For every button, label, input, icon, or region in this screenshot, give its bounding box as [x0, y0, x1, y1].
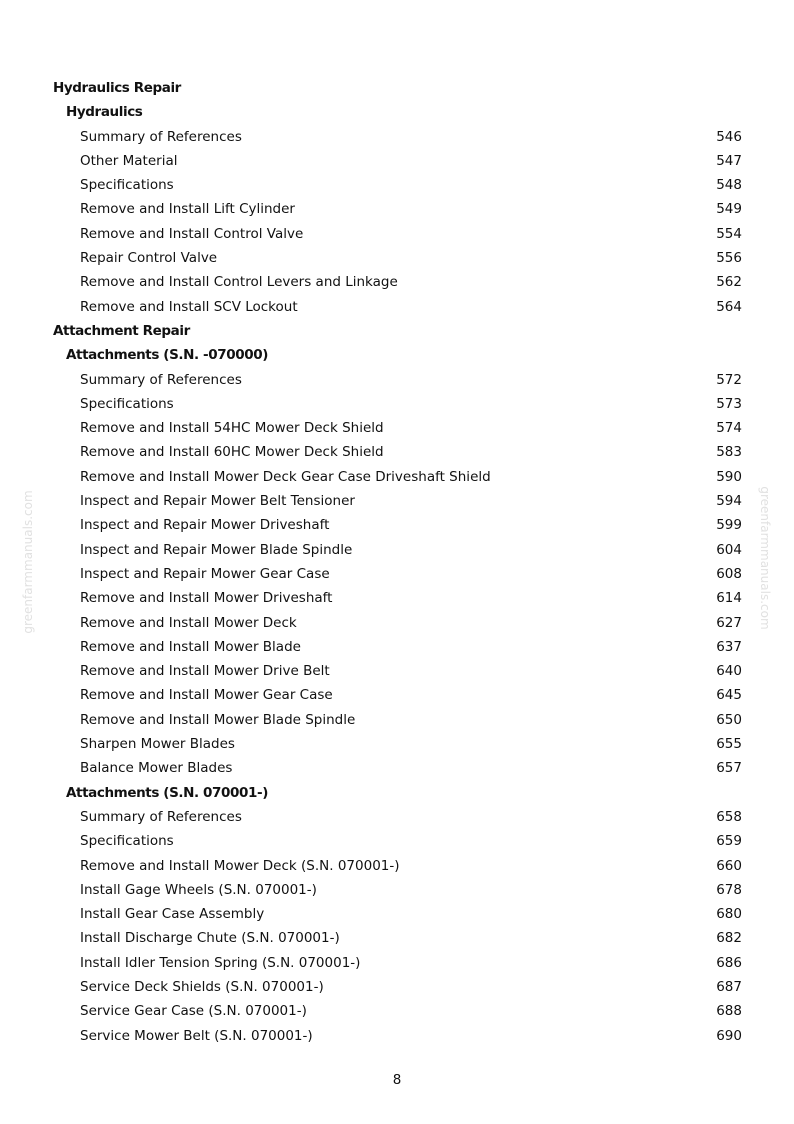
toc-entry-page-number: 562: [716, 274, 742, 291]
toc-entry[interactable]: [0, 999, 794, 1023]
toc-entry-title: Summary of References: [80, 371, 242, 388]
toc-entry-title: Balance Mower Blades: [80, 760, 233, 777]
toc-subsection-heading: [0, 100, 794, 124]
toc-entry-page-number: 599: [716, 517, 742, 534]
toc-entry[interactable]: [0, 246, 794, 270]
toc-entry-title: Remove and Install Mower Deck Gear Case Driveshaft Shield: [80, 468, 491, 485]
toc-entry-title: Remove and Install Mower Gear Case: [80, 687, 333, 704]
toc-entry[interactable]: [0, 951, 794, 975]
watermark-left: greenfarmmanuals.com: [21, 490, 35, 634]
toc-entry-title: Hydraulics Repair: [53, 80, 181, 96]
toc-entry-title: Service Gear Case (S.N. 070001-): [80, 1003, 307, 1020]
toc-entry[interactable]: [0, 538, 794, 562]
toc-entry-title: Summary of References: [80, 808, 242, 825]
toc-entry-title: Remove and Install 54HC Mower Deck Shield: [80, 420, 384, 437]
toc-entry-page-number: 657: [716, 760, 742, 777]
toc-entry-page-number: 690: [716, 1027, 742, 1044]
toc-entry-title: Inspect and Repair Mower Driveshaft: [80, 517, 330, 534]
toc-entry-title: Install Gear Case Assembly: [80, 906, 265, 923]
toc-entry-page-number: 640: [716, 663, 742, 680]
toc-entry-title: Inspect and Repair Mower Blade Spindle: [80, 541, 353, 558]
table-of-contents: [0, 76, 794, 1048]
toc-entry-page-number: 594: [716, 493, 742, 510]
toc-entry[interactable]: [0, 683, 794, 707]
toc-entry-page-number: 645: [716, 687, 742, 704]
toc-entry[interactable]: [0, 197, 794, 221]
toc-entry-page-number: 554: [716, 225, 742, 242]
toc-entry-title: Remove and Install Mower Blade Spindle: [80, 711, 356, 728]
toc-entry-title: Attachments (S.N. -070000): [66, 347, 268, 364]
toc-section-heading: [0, 319, 794, 343]
toc-entry-title: Service Mower Belt (S.N. 070001-): [80, 1027, 313, 1044]
toc-entry[interactable]: [0, 392, 794, 416]
toc-entry-page-number: 686: [716, 954, 742, 971]
toc-entry-page-number: 608: [716, 565, 742, 582]
toc-entry[interactable]: [0, 270, 794, 294]
toc-entry[interactable]: [0, 222, 794, 246]
toc-entry-title: Remove and Install Mower Deck: [80, 614, 297, 631]
toc-entry-page-number: 660: [716, 857, 742, 874]
watermark-right: greenfarmmanuals.com: [758, 486, 772, 630]
toc-section-heading: [0, 76, 794, 100]
toc-entry-title: Other Material: [80, 152, 178, 169]
toc-entry[interactable]: [0, 708, 794, 732]
toc-entry-page-number: 564: [716, 298, 742, 315]
toc-entry[interactable]: [0, 513, 794, 537]
toc-entry-title: Remove and Install SCV Lockout: [80, 298, 298, 315]
toc-entry[interactable]: [0, 1024, 794, 1048]
toc-entry-title: Remove and Install Mower Drive Belt: [80, 663, 330, 680]
toc-entry-title: Remove and Install Control Levers and Linkage: [80, 274, 398, 291]
toc-entry[interactable]: [0, 902, 794, 926]
toc-entry[interactable]: [0, 659, 794, 683]
toc-entry[interactable]: [0, 125, 794, 149]
toc-entry[interactable]: [0, 295, 794, 319]
toc-entry[interactable]: [0, 149, 794, 173]
toc-entry[interactable]: [0, 368, 794, 392]
toc-entry-page-number: 680: [716, 906, 742, 923]
toc-entry-page-number: 678: [716, 881, 742, 898]
toc-entry-page-number: 583: [716, 444, 742, 461]
toc-entry[interactable]: [0, 756, 794, 780]
toc-entry-page-number: 573: [716, 395, 742, 412]
toc-entry-page-number: 549: [716, 201, 742, 218]
toc-entry-title: Install Gage Wheels (S.N. 070001-): [80, 881, 317, 898]
toc-entry-page-number: 655: [716, 736, 742, 753]
toc-entry-title: Inspect and Repair Mower Gear Case: [80, 565, 330, 582]
toc-entry-title: Remove and Install Mower Driveshaft: [80, 590, 333, 607]
toc-entry-title: Remove and Install 60HC Mower Deck Shield: [80, 444, 384, 461]
toc-entry-page-number: 556: [716, 250, 742, 267]
toc-entry-title: Attachment Repair: [53, 322, 190, 339]
toc-subsection-heading: [0, 781, 794, 805]
toc-entry-page-number: 687: [716, 978, 742, 995]
toc-entry[interactable]: [0, 732, 794, 756]
toc-entry-title: Specifications: [80, 395, 174, 412]
toc-entry[interactable]: [0, 829, 794, 853]
toc-entry-title: Remove and Install Lift Cylinder: [80, 201, 295, 218]
toc-entry-page-number: 548: [716, 177, 742, 194]
toc-entry-title: Specifications: [80, 833, 174, 850]
toc-entry-title: Inspect and Repair Mower Belt Tensioner: [80, 493, 355, 510]
toc-entry-title: Install Idler Tension Spring (S.N. 070001-): [80, 954, 361, 971]
toc-entry-title: Remove and Install Mower Blade: [80, 638, 301, 655]
toc-entry-page-number: 659: [716, 833, 742, 850]
toc-entry[interactable]: [0, 465, 794, 489]
toc-entry-title: Remove and Install Mower Deck (S.N. 070001-): [80, 857, 400, 874]
toc-entry[interactable]: [0, 586, 794, 610]
toc-entry[interactable]: [0, 878, 794, 902]
toc-entry-title: Remove and Install Control Valve: [80, 225, 304, 242]
toc-entry-title: Attachments (S.N. 070001-): [66, 784, 268, 801]
toc-entry[interactable]: [0, 805, 794, 829]
toc-entry[interactable]: [0, 975, 794, 999]
toc-entry[interactable]: [0, 854, 794, 878]
toc-entry-title: Specifications: [80, 177, 174, 194]
toc-entry[interactable]: [0, 635, 794, 659]
toc-entry-title: Install Discharge Chute (S.N. 070001-): [80, 930, 340, 947]
toc-entry[interactable]: [0, 562, 794, 586]
toc-entry-page-number: 590: [716, 468, 742, 485]
toc-entry-page-number: 637: [716, 638, 742, 655]
page-number: 8: [392, 1072, 402, 1088]
toc-entry-title: Hydraulics: [66, 104, 143, 121]
toc-entry-title: Sharpen Mower Blades: [80, 736, 235, 753]
toc-entry-page-number: 604: [716, 541, 742, 558]
toc-entry-page-number: 546: [716, 128, 742, 145]
toc-entry[interactable]: [0, 173, 794, 197]
toc-entry-page-number: 627: [716, 614, 742, 631]
toc-entry-page-number: 650: [716, 711, 742, 728]
toc-entry-page-number: 658: [716, 808, 742, 825]
toc-entry[interactable]: [0, 489, 794, 513]
toc-entry-page-number: 614: [716, 590, 742, 607]
toc-entry-title: Repair Control Valve: [80, 250, 218, 267]
toc-entry-page-number: 688: [716, 1003, 742, 1020]
toc-entry-title: Service Deck Shields (S.N. 070001-): [80, 978, 324, 995]
toc-entry[interactable]: [0, 416, 794, 440]
toc-entry-page-number: 547: [716, 152, 742, 169]
toc-entry-page-number: 574: [716, 420, 742, 437]
toc-entry[interactable]: [0, 926, 794, 950]
toc-entry[interactable]: [0, 440, 794, 464]
toc-entry-page-number: 682: [716, 930, 742, 947]
toc-entry-title: Summary of References: [80, 128, 242, 145]
toc-entry-page-number: 572: [716, 371, 742, 388]
toc-entry[interactable]: [0, 611, 794, 635]
toc-subsection-heading: [0, 343, 794, 367]
